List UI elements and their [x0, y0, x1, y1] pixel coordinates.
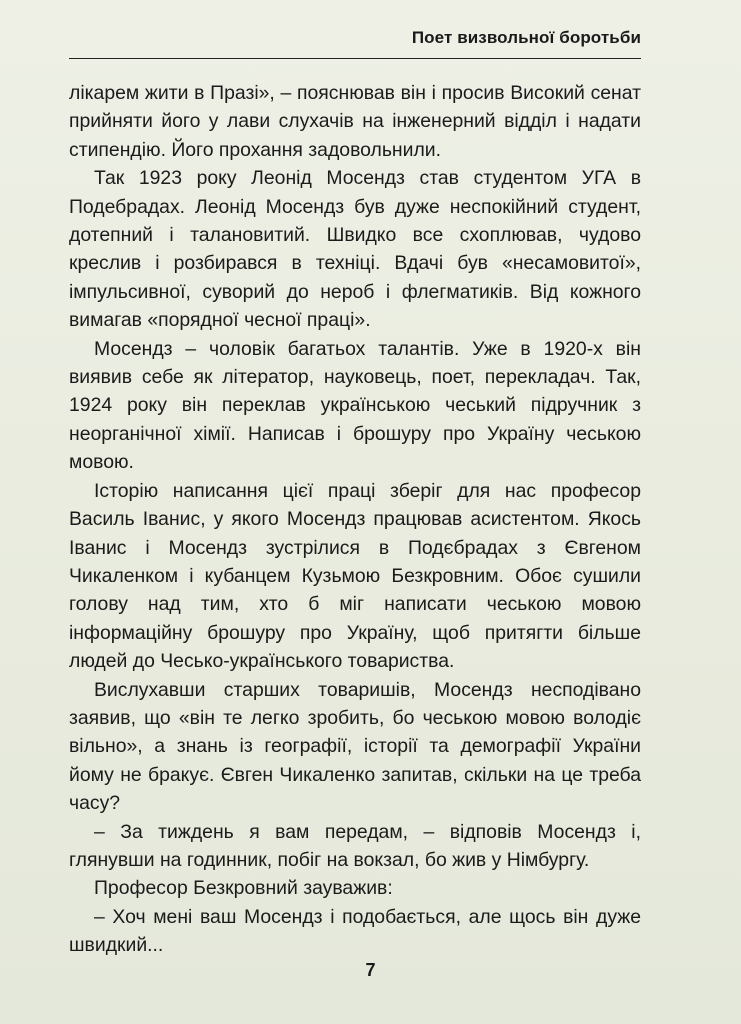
paragraph-3: Мосендз – чоловік багатьох талантів. Уже в 1920-х він виявив себе як літератор, науковець, поет, перекладач. Так, 1924 року він переклав українською чеський підручник з неорганічної хімії. Написав і брошуру про Україну чеською мовою.	[69, 337, 641, 474]
page-number: 7	[365, 960, 376, 980]
paragraph-5: Вислухавши старших товаришів, Мосендз несподівано заявив, що «він те легко зробить, бо чеською мовою володіє вільно», а знань із географії, історії та демографії України йому не бракує. Євген Чикаленко запитав, скільки на це треба часу?	[69, 678, 641, 815]
paragraph-4: Історію написання цієї праці зберіг для нас професор Василь Іванис, у якого Мосендз працював асистентом. Якось Іванис і Мосендз зустрілися в Подєбрадах з Євгеном Чикаленком і кубанцем Кузьмою Безкровним. Обоє сушили голову над тим, хто б міг написати чеською мовою інформаційну брошуру про Україну, щоб притягти більше людей до Чесько-українського товариства.	[69, 479, 641, 673]
paragraph-8: – Хоч мені ваш Мосендз і подобається, але щось він дуже швидкий...	[69, 905, 641, 957]
paragraph-7: Професор Безкровний зауважив:	[94, 877, 393, 900]
paragraph-2: Так 1923 року Леонід Мосендз став студентом УГА в Подебрадах. Леонід Мосендз був дуже неспокійний студент, дотепний і талановитий. Швидко все схоплював, чудово креслив і розбирався в техніці. Вдачі був «несамовитої», імпульсивної, суворий до нероб і флегматиків. Від кожного вимагав «порядної чесної праці».	[69, 167, 641, 332]
paragraph-1: лікарем жити в Празі», – пояснював він і просив Високий сенат прийняти його у лави слухачів на інженерний відділ і надати стипендію. Його прохання задовольнили.	[69, 82, 641, 161]
header-divider	[69, 58, 641, 59]
running-header-title: Поет визвольної боротьби	[411, 28, 641, 47]
paragraph-6: – За тиждень я вам передам, – відповів Мосендз і, глянувши на годинник, побіг на вокзал, бо жив у Німбургу.	[69, 820, 641, 871]
body-text	[69, 79, 641, 960]
